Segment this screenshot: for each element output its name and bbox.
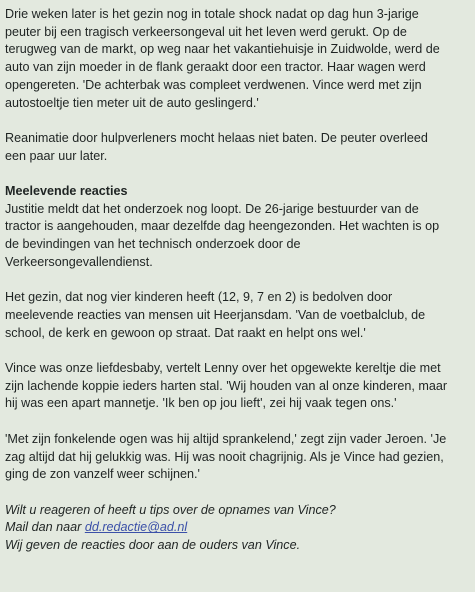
paragraph-gap <box>5 165 469 183</box>
footer-mail-prefix: Mail dan naar <box>5 520 85 535</box>
article-paragraph-justitie: Justitie meldt dat het onderzoek nog loopt. De 26-jarige bestuurder van de tractor is aangehouden, maar dezelfde dag heengezonden. Het wachten is op de bevindingen van het technisch onderzoek door de Verkeersongevallendienst. <box>5 201 440 269</box>
paragraph-gap <box>5 484 469 502</box>
paragraph-gap <box>5 342 469 360</box>
section-heading: Meelevende reacties <box>5 184 128 198</box>
article-paragraph-reanimatie: Reanimatie door hulpverleners mocht helaas niet baten. De peuter overleed een paar uur later. <box>5 130 428 163</box>
article-paragraph-intro: Drie weken later is het gezin nog in totale shock nadat op dag hun 3-jarige peuter bij een tragisch verkeersongeval uit het leven werd gerukt. Op de terugweg van de markt, op weg naar het vakantiehuisje in Zuidwolde, werd de auto van zijn moeder in de flank geraakt door een tractor. Haar wagen werd opengereten. 'De achterbak was compleet verdwenen. Vince werd met zijn autostoeltje tien meter uit de auto geslingerd.' <box>5 7 440 110</box>
footer-closing: Wij geven de reacties door aan de ouders van Vince. <box>5 538 301 552</box>
article-paragraph-liefdesbaby: Vince was onze liefdesbaby, vertelt Lenny over het opgewekte kereltje die met zijn lachende koppie ieders harten stal. 'Wij houden van al onze kinderen, maar hij was een apart mannetje. 'Ik ben op jou lieft', zei hij vaak tegen ons.' <box>5 361 448 411</box>
paragraph-gap <box>5 272 469 290</box>
footer-mail-line <box>5 519 469 537</box>
paragraph-gap <box>5 413 469 431</box>
article-paragraph-gezin: Het gezin, dat nog vier kinderen heeft (12, 9, 7 en 2) is bedolven door meelevende reacties van mensen uit Heerjansdam. 'Van de voetbalclub, de school, de kerk en gewoon op straat. Dat raakt en helpt ons wel.' <box>5 290 426 340</box>
article-footer <box>5 502 469 555</box>
article-paragraph-vader-quote: 'Met zijn fonkelende ogen was hij altijd sprankelend,' zegt zijn vader Jeroen. 'Je zag altijd dat hij gelukkig was. Hij was nooit chagrijnig. Als je Vince had gezien, ging de zon vanzelf weer schijnen.' <box>5 431 447 482</box>
footer-question: Wilt u reageren of heeft u tips over de opnames van Vince? <box>5 502 336 517</box>
paragraph-gap <box>5 112 469 130</box>
email-link[interactable]: dd.redactie@ad.nl <box>84 520 188 535</box>
